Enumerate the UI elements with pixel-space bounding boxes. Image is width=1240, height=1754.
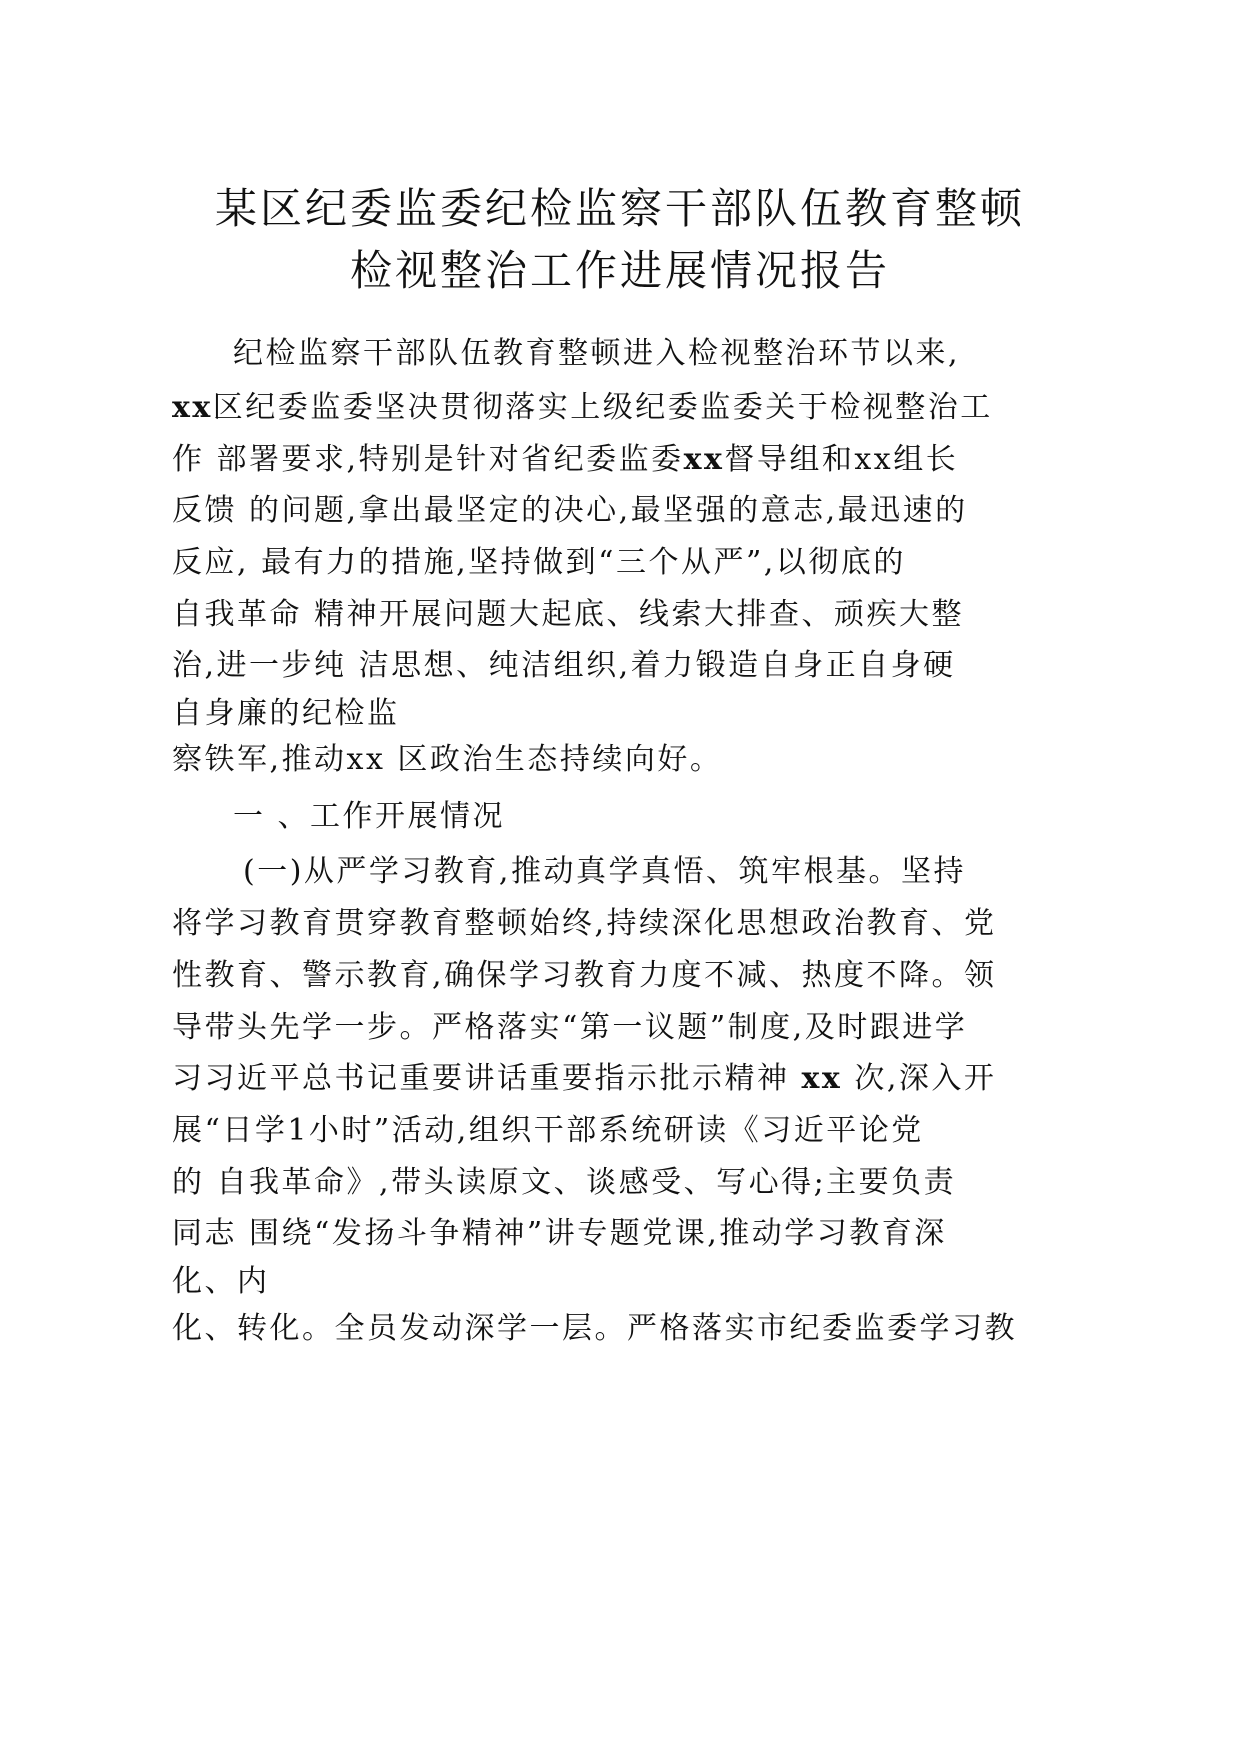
placeholder-xx: xx [346, 742, 386, 777]
paragraph-1-line-2-text: 区纪委监委坚决贯彻落实上级纪委监委关于检视整治工 [212, 390, 993, 425]
paragraph-2-line-2: 将学习教育贯穿教育整顿始终,持续深化思想政治教育、党 [172, 906, 997, 941]
paragraph-2-line-10: 化、转化。全员发动深学一层。严格落实市纪委监委学习教 [172, 1311, 1017, 1346]
paragraph-1-line-9-text-a: 察铁军,推动 [172, 742, 347, 777]
paragraph-1-line-3-text-a: 作 部署要求,特别是针对省纪委监委 [172, 442, 684, 477]
paragraph-1-line-3 [172, 440, 958, 480]
placeholder-xx: xx [854, 442, 894, 477]
paragraph-1-line-9 [172, 740, 722, 780]
paragraph-1-line-3-text-b: 督导组和 [724, 442, 855, 477]
paragraph-2-line-9: 化、内 [172, 1264, 270, 1299]
placeholder-xx: xx [683, 442, 725, 477]
paragraph-1-line-2 [172, 388, 993, 428]
placeholder-xx: xx [172, 390, 213, 425]
paragraph-1-line-6: 自我革命 精神开展问题大起底、线索大排查、顽疾大整 [172, 597, 965, 632]
paragraph-1-line-8: 自身廉的纪检监 [172, 696, 400, 731]
section-heading-1: 一 、工作开展情况 [233, 799, 506, 834]
paragraph-2-line-3: 性教育、警示教育,确保学习教育力度不减、热度不降。领 [172, 958, 997, 993]
paragraph-2-line-5 [172, 1059, 996, 1099]
paragraph-1-line-5: 反应, 最有力的措施,坚持做到“三个从严”,以彻底的 [172, 545, 906, 580]
paragraph-1-line-4: 反馈 的问题,拿出最坚定的决心,最坚强的意志,最迅速的 [172, 493, 968, 528]
paragraph-1-line-1: 纪检监察干部队伍教育整顿进入检视整治环节以来, [233, 336, 961, 371]
document-title-line-1: 某区纪委监委纪检监察干部队伍教育整顿 [214, 184, 1025, 233]
paragraph-2-line-4: 导带头先学一步。严格落实“第一议题”制度,及时跟进学 [172, 1010, 968, 1045]
placeholder-xx: xx [801, 1061, 843, 1096]
paragraph-2-line-6: 展“日学1小时”活动,组织干部系统研读《习近平论党 [172, 1113, 924, 1148]
paragraph-2-line-1: (一)从严学习教育,推动真学真悟、筑牢根基。坚持 [243, 854, 966, 889]
paragraph-2-line-5-text-a: 习习近平总书记重要讲话重要指示批示精神 [172, 1061, 802, 1096]
paragraph-1-line-9-text-b: 区政治生态持续向好。 [385, 742, 723, 777]
paragraph-2-line-5-text-b: 次,深入开 [842, 1061, 997, 1096]
paragraph-1-line-3-text-c: 组长 [893, 442, 959, 477]
paragraph-1-line-7: 治,进一步纯 洁思想、纯洁组织,着力锻造自身正自身硬 [172, 648, 956, 683]
paragraph-2-line-7: 的 自我革命》,带头读原文、谈感受、写心得;主要负责 [172, 1165, 957, 1200]
paragraph-2-line-8: 同志 围绕“发扬斗争精神”讲专题党课,推动学习教育深 [172, 1216, 947, 1251]
document-title-line-2: 检视整治工作进展情况报告 [349, 246, 890, 295]
